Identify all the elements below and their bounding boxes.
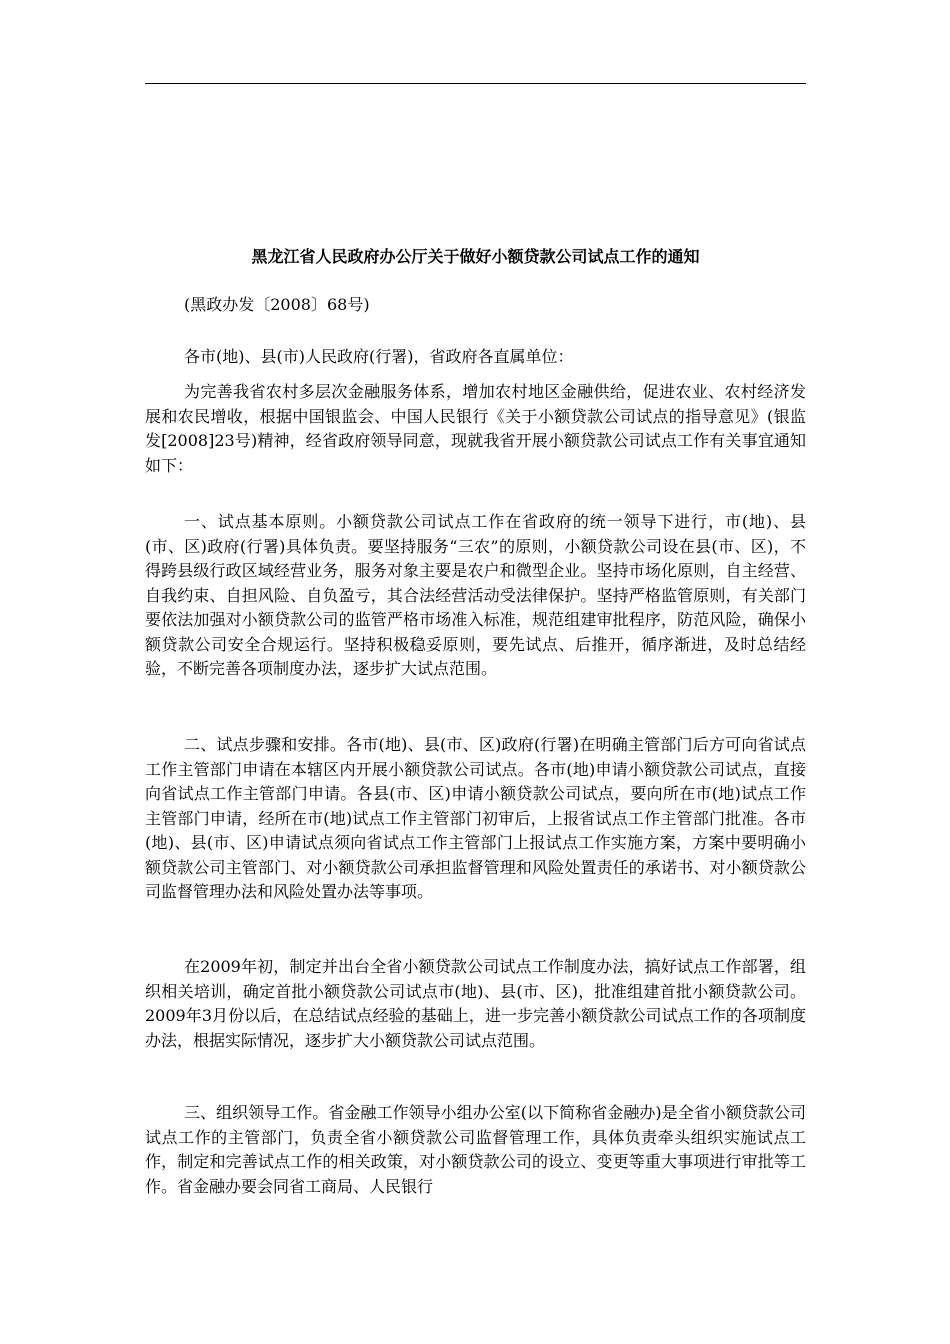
document-number: (黑政办发〔2008〕68号)	[184, 295, 370, 314]
paragraph-organization: 三、组织领导工作。省金融工作领导小组办公室(以下简称省金融办)是全省小额贷款公司试点工作的主管部门，负责全省小额贷款公司监督管理工作，具体负责牵头组织实施试点工作，制定和完善试点工作的相关政策，对小额贷款公司的设立、变更等重大事项进行审批等工作。省金融办要会同省工商局、人民银行	[145, 1103, 806, 1196]
paragraph-intro: 为完善我省农村多层次金融服务体系，增加农村地区金融供给，促进农业、农村经济发展和农民增收，根据中国银监会、中国人民银行《关于小额贷款公司试点的指导意见》(银监发[2008]23号)精神，经省政府领导同意，现就我省开展小额贷款公司试点工作有关事宜通知如下：	[145, 382, 806, 475]
paragraph-principles: 一、试点基本原则。小额贷款公司试点工作在省政府的统一领导下进行，市(地)、县(市、区)政府(行署)具体负责。要坚持服务“三农”的原则，小额贷款公司设在县(市、区)，不得跨县级行政区域经营业务，服务对象主要是农户和微型企业。坚持市场化原则，自主经营、自我约束、自担风险、自负盈亏，其合法经营活动受法律保护。坚持严格监管原则，有关部门要依法加强对小额贷款公司的监管严格市场准入标准，规范组建审批程序，防范风险，确保小额贷款公司安全合规运行。坚持积极稳妥原则，要先试点、后推开，循序渐进，及时总结经验，不断完善各项制度办法，逐步扩大试点范围。	[145, 512, 806, 678]
header-rule	[145, 83, 806, 84]
document-title: 黑龙江省人民政府办公厅关于做好小额贷款公司试点工作的通知	[251, 247, 700, 266]
paragraph-schedule: 在2009年初，制定并出台全省小额贷款公司试点工作制度办法，搞好试点工作部署，组织相关培训，确定首批小额贷款公司试点市(地)、县(市、区)，批准组建首批小额贷款公司。2009年3月份以后，在总结试点经验的基础上，进一步完善小额贷款公司试点工作的各项制度办法，根据实际情况，逐步扩大小额贷款公司试点范围。	[145, 957, 806, 1050]
addressee-line: 各市(地)、县(市)人民政府(行署)，省政府各直属单位：	[184, 347, 574, 366]
paragraph-steps: 二、试点步骤和安排。各市(地)、县(市、区)政府(行署)在明确主管部门后方可向省试点工作主管部门申请在本辖区内开展小额贷款公司试点。各市(地)申请小额贷款公司试点，直接向省试点工作主管部门申请。各县(市、区)申请小额贷款公司试点，要向所在市(地)试点工作主管部门申请，经所在市(地)试点工作主管部门初审后，上报省试点工作主管部门批准。各市(地)、县(市、区)申请试点须向省试点工作主管部门上报试点工作实施方案，方案中要明确小额贷款公司主管部门、对小额贷款公司承担监督管理和风险处置责任的承诺书、对小额贷款公司监督管理办法和风险处置办法等事项。	[145, 735, 806, 901]
